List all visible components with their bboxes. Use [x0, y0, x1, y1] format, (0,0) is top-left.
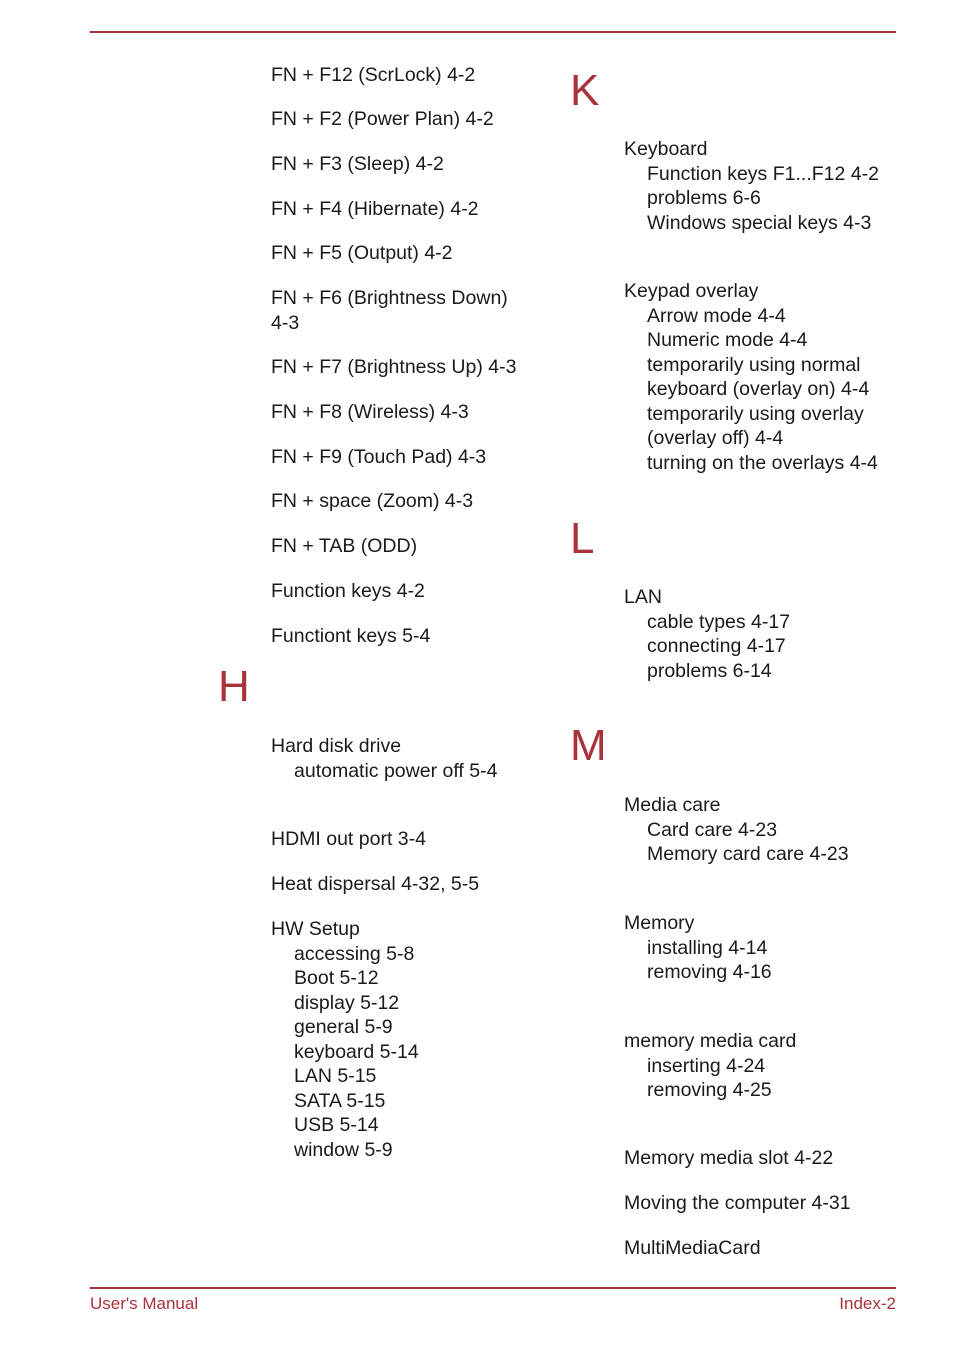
index-entry: HDMI out port 3-4 — [271, 828, 426, 850]
footer-manual-title: User's Manual — [90, 1294, 199, 1313]
index-entry: FN + F2 (Power Plan) 4-2 — [271, 108, 494, 130]
index-subentry: window 5-9 — [294, 1138, 393, 1161]
index-entry: Moving the computer 4-31 — [624, 1192, 851, 1214]
index-subentry: accessing 5-8 — [294, 942, 415, 965]
index-entry: FN + F3 (Sleep) 4-2 — [271, 153, 444, 175]
footer-rule — [90, 1287, 896, 1289]
index-entry-main: LAN — [624, 586, 662, 608]
index-entry-line: 4-3 — [271, 311, 300, 334]
index-subentry: Card care 4-23 — [647, 818, 778, 841]
section-letter-l: L — [570, 514, 595, 563]
index-subentry: USB 5-14 — [294, 1114, 379, 1136]
index-entry-main: Keyboard — [624, 138, 708, 160]
index-entry — [624, 1029, 796, 1103]
index-subentry: Windows special keys 4-3 — [647, 211, 872, 234]
section-letter-k: K — [570, 66, 600, 115]
index-entry — [624, 137, 879, 235]
index-subentry: general 5-9 — [294, 1016, 393, 1038]
index-entry-main: Keypad overlay — [624, 280, 759, 302]
index-subentry: Numeric mode 4-4 — [647, 329, 808, 351]
index-entry: Function keys 4-2 — [271, 580, 425, 602]
index-subentry: keyboard 5-14 — [294, 1040, 419, 1063]
index-subentry: automatic power off 5-4 — [294, 759, 498, 782]
section-letter-m: M — [570, 721, 607, 770]
index-subentry: Function keys F1...F12 4-2 — [647, 162, 879, 185]
index-subentry: display 5-12 — [294, 991, 400, 1014]
index-entry: Memory media slot 4-22 — [624, 1147, 834, 1169]
index-entry: FN + F8 (Wireless) 4-3 — [271, 401, 469, 423]
index-entry: FN + F9 (Touch Pad) 4-3 — [271, 446, 487, 468]
index-entry-line: FN + F6 (Brightness Down) — [271, 287, 508, 309]
index-entry-main: HW Setup — [271, 918, 360, 940]
index-subentry: SATA 5-15 — [294, 1089, 386, 1112]
index-subentry: keyboard (overlay on) 4-4 — [647, 378, 870, 400]
index-subentry: removing 4-16 — [647, 961, 772, 983]
index-entry: FN + F5 (Output) 4-2 — [271, 242, 453, 264]
index-subentry: cable types 4-17 — [647, 610, 791, 633]
index-subentry: Boot 5-12 — [294, 967, 379, 989]
index-subentry: (overlay off) 4-4 — [647, 427, 784, 449]
index-entry — [624, 911, 772, 985]
index-entry-main: Hard disk drive — [271, 735, 402, 757]
index-entry: FN + F4 (Hibernate) 4-2 — [271, 198, 479, 220]
index-entry: FN + space (Zoom) 4-3 — [271, 490, 474, 512]
index-entry: Functiont keys 5-4 — [271, 625, 431, 647]
section-letter-h: H — [218, 662, 250, 711]
index-subentry: Arrow mode 4-4 — [647, 304, 786, 327]
index-entry — [271, 286, 508, 335]
index-subentry: inserting 4-24 — [647, 1054, 766, 1077]
index-subentry: connecting 4-17 — [647, 635, 786, 657]
index-entry-main: Memory — [624, 912, 695, 934]
index-subentry: problems 6-14 — [647, 659, 772, 682]
index-subentry: temporarily using normal — [647, 353, 861, 376]
index-entry: Heat dispersal 4-32, 5-5 — [271, 873, 480, 895]
index-subentry: turning on the overlays 4-4 — [647, 451, 878, 474]
index-entry — [624, 279, 878, 475]
index-subentry: LAN 5-15 — [294, 1065, 377, 1087]
index-entry — [624, 585, 790, 683]
footer-page-number: Index-2 — [839, 1294, 896, 1313]
index-subentry: temporarily using overlay — [647, 402, 864, 425]
index-subentry: installing 4-14 — [647, 936, 768, 959]
index-entry: FN + TAB (ODD) — [271, 535, 418, 557]
index-entry-main: Media care — [624, 794, 721, 816]
index-entry: MultiMediaCard — [624, 1237, 761, 1259]
index-subentry: removing 4-25 — [647, 1079, 772, 1101]
index-entry — [624, 793, 849, 867]
header-rule — [90, 31, 896, 33]
index-entry — [271, 917, 419, 1162]
index-entry-main: memory media card — [624, 1030, 797, 1052]
index-subentry: Memory card care 4-23 — [647, 843, 849, 865]
index-entry: FN + F7 (Brightness Up) 4-3 — [271, 356, 517, 378]
index-entry: FN + F12 (ScrLock) 4-2 — [271, 64, 476, 86]
index-subentry: problems 6-6 — [647, 187, 761, 209]
index-entry — [271, 734, 497, 783]
